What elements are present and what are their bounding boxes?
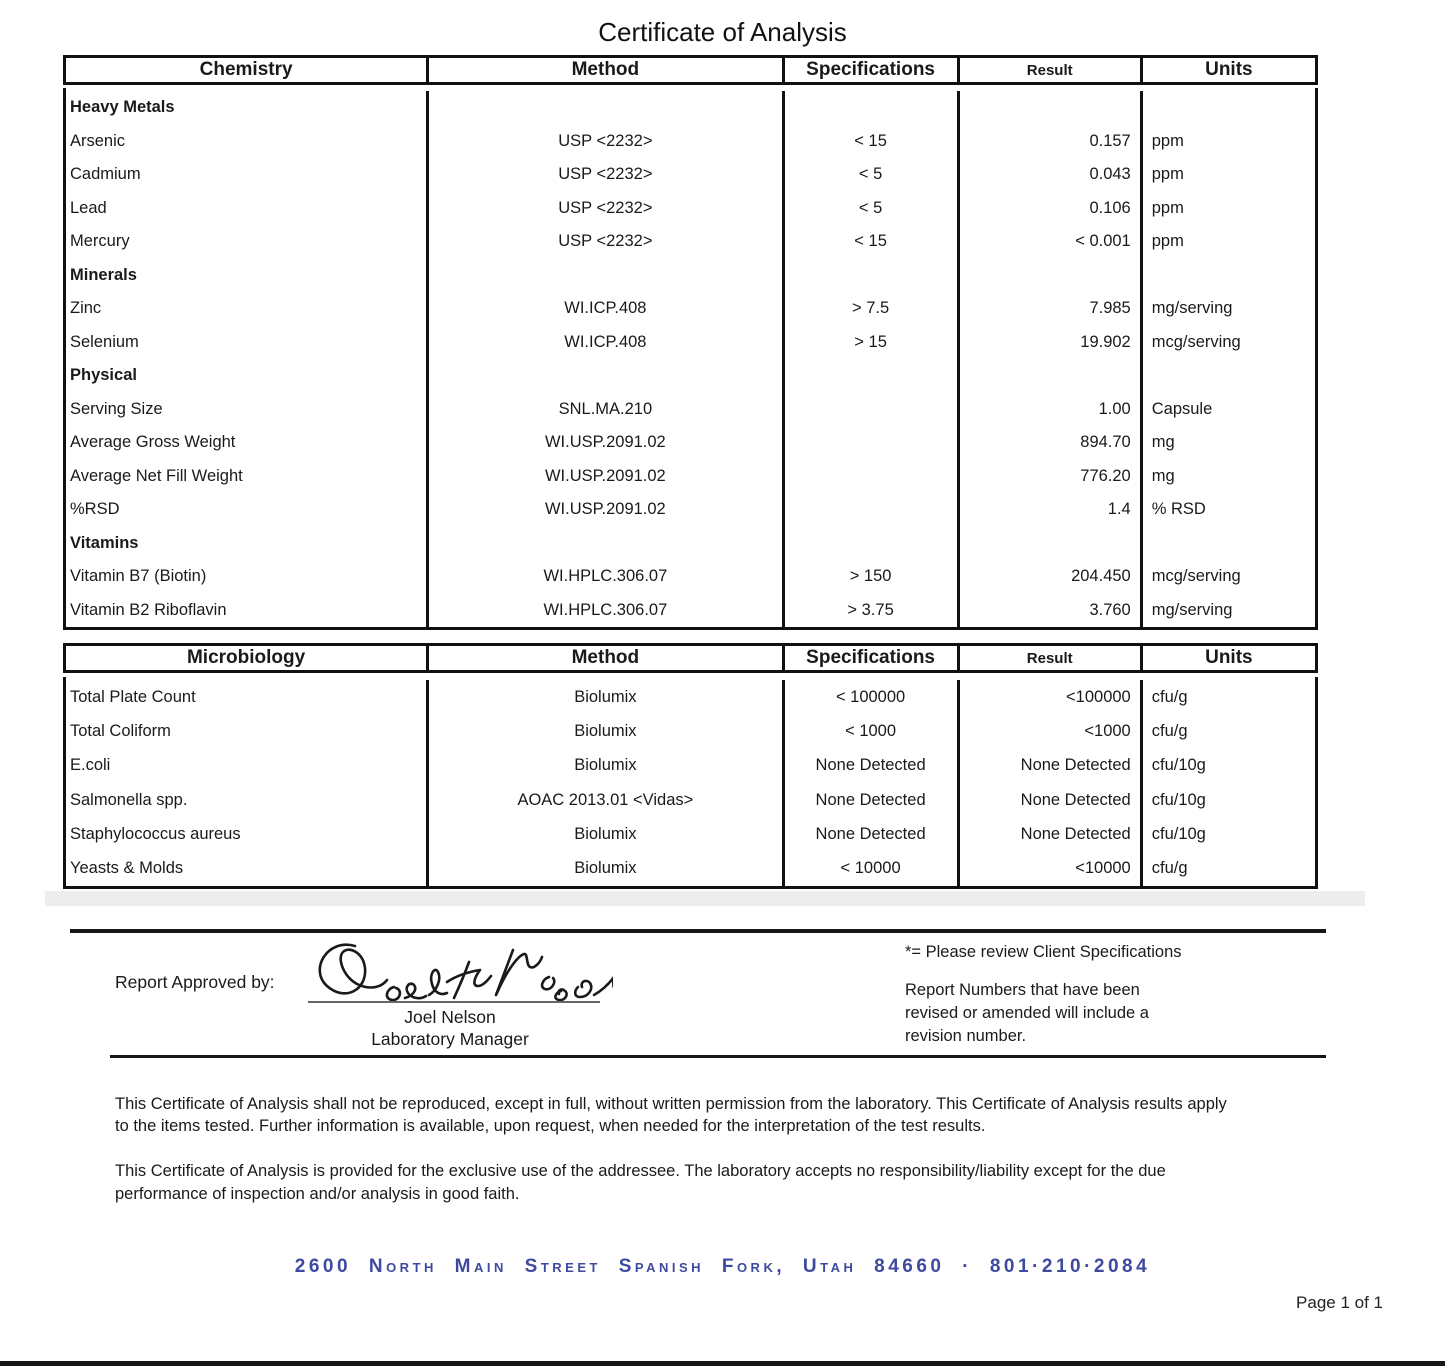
- horizontal-rule-bottom: [110, 1055, 1326, 1058]
- method-cell: [426, 359, 781, 393]
- analyte-cell: Vitamin B2 Riboflavin: [70, 600, 227, 619]
- disclaimer-text: [115, 1070, 1315, 1228]
- spec-cell: [782, 359, 957, 393]
- result-cell: [957, 91, 1140, 125]
- analyte-cell: Average Gross Weight: [70, 433, 236, 452]
- microbiology-table-body: [63, 677, 1318, 889]
- result-cell: None Detected: [957, 783, 1140, 817]
- table-row: [66, 393, 1315, 427]
- signature-underline: [308, 1001, 600, 1003]
- units-cell: cfu/10g: [1140, 749, 1315, 783]
- report-approved-label: Report Approved by:: [115, 972, 275, 992]
- approver-name: Joel Nelson: [404, 1007, 496, 1027]
- units-cell: ppm: [1140, 225, 1315, 259]
- units-header-cell: Units: [1140, 58, 1315, 82]
- section-row: [66, 259, 1315, 293]
- method-cell: WI.USP.2091.02: [426, 493, 781, 527]
- table-row: [66, 714, 1315, 748]
- table-row: [66, 817, 1315, 851]
- units-cell: ppm: [1140, 192, 1315, 226]
- table-row: [66, 493, 1315, 527]
- method-cell: USP <2232>: [426, 192, 781, 226]
- method-cell: WI.HPLC.306.07: [426, 594, 781, 628]
- chemistry-table-header: [63, 55, 1318, 85]
- page-title: Certificate of Analysis: [598, 17, 847, 47]
- result-cell: 894.70: [957, 426, 1140, 460]
- spec-cell: < 5: [782, 158, 957, 192]
- units-cell: mg/serving: [1140, 292, 1315, 326]
- units-cell: cfu/g: [1140, 852, 1315, 886]
- section-row: [66, 91, 1315, 125]
- analyte-cell: E.coli: [70, 756, 111, 775]
- analyte-cell: Serving Size: [70, 399, 163, 418]
- result-cell: [957, 527, 1140, 561]
- table-row: [66, 783, 1315, 817]
- scan-artifact-band: [45, 891, 1365, 906]
- spec-cell: [782, 91, 957, 125]
- units-cell: cfu/10g: [1140, 817, 1315, 851]
- result-cell: 776.20: [957, 460, 1140, 494]
- spec-cell: [782, 426, 957, 460]
- result-cell: <1000: [957, 714, 1140, 748]
- units-cell: mcg/serving: [1140, 560, 1315, 594]
- spec-cell: > 150: [782, 560, 957, 594]
- spec-cell: > 3.75: [782, 594, 957, 628]
- method-cell: SNL.MA.210: [426, 393, 781, 427]
- result-cell: 7.985: [957, 292, 1140, 326]
- disclaimer-paragraph-2: This Certificate of Analysis is provided for the exclusive use of the addressee. The laboratory accepts no responsibility/liability except for the due performance of inspection and/or analysis in good faith.: [115, 1162, 1166, 1203]
- units-cell: ppm: [1140, 158, 1315, 192]
- spec-cell: < 100000: [782, 680, 957, 714]
- client-spec-note: *= Please review Client Specifications: [905, 943, 1182, 961]
- result-header-cell: Result: [957, 646, 1140, 670]
- analyte-cell: Heavy Metals: [70, 98, 175, 117]
- analyte-cell: Average Net Fill Weight: [70, 466, 243, 485]
- table-row: [66, 225, 1315, 259]
- analyte-cell: Mercury: [70, 232, 130, 251]
- analyte-cell: Vitamin B7 (Biotin): [70, 567, 207, 586]
- spec-cell: < 15: [782, 225, 957, 259]
- method-cell: USP <2232>: [426, 225, 781, 259]
- units-cell: [1140, 527, 1315, 561]
- disclaimer-paragraph-1: This Certificate of Analysis shall not be reproduced, except in full, without written permission from the laboratory. This Certificate of Analysis results apply to the items tested. Further information is available, upon request, when needed for the interpretation of the test results.: [115, 1094, 1227, 1135]
- spec-cell: [782, 527, 957, 561]
- result-cell: [957, 359, 1140, 393]
- units-cell: mg/serving: [1140, 594, 1315, 628]
- spec-cell: < 15: [782, 125, 957, 159]
- result-cell: 1.4: [957, 493, 1140, 527]
- spec-cell: [782, 393, 957, 427]
- analyte-cell: Lead: [70, 198, 107, 217]
- method-cell: WI.ICP.408: [426, 326, 781, 360]
- lab-address: 2600 North Main Street Spanish Fork, Utah 84660 · 801·210·2084: [294, 1256, 1151, 1277]
- method-cell: [426, 259, 781, 293]
- microbiology-header-cell: Microbiology: [186, 647, 306, 668]
- units-cell: mg: [1140, 460, 1315, 494]
- specifications-header-cell: Specifications: [782, 646, 957, 670]
- chemistry-header-cell: Chemistry: [199, 59, 293, 80]
- result-cell: 1.00: [957, 393, 1140, 427]
- method-cell: WI.USP.2091.02: [426, 426, 781, 460]
- method-cell: [426, 527, 781, 561]
- units-cell: cfu/g: [1140, 714, 1315, 748]
- specifications-header-cell: Specifications: [782, 58, 957, 82]
- method-cell: USP <2232>: [426, 125, 781, 159]
- page-number: Page 1 of 1: [1296, 1293, 1383, 1312]
- method-cell: Biolumix: [426, 680, 781, 714]
- method-cell: WI.ICP.408: [426, 292, 781, 326]
- analyte-cell: Total Plate Count: [70, 687, 196, 706]
- spec-cell: < 5: [782, 192, 957, 226]
- result-cell: <10000: [957, 852, 1140, 886]
- table-row: [66, 852, 1315, 886]
- analyte-cell: Selenium: [70, 332, 139, 351]
- units-cell: ppm: [1140, 125, 1315, 159]
- table-row: [66, 192, 1315, 226]
- method-cell: WI.HPLC.306.07: [426, 560, 781, 594]
- section-row: [66, 359, 1315, 393]
- spec-cell: None Detected: [782, 783, 957, 817]
- table-row: [66, 594, 1315, 628]
- result-cell: None Detected: [957, 749, 1140, 783]
- analyte-cell: Minerals: [70, 265, 137, 284]
- result-cell: 0.106: [957, 192, 1140, 226]
- spec-cell: > 15: [782, 326, 957, 360]
- spec-cell: [782, 460, 957, 494]
- analyte-cell: Cadmium: [70, 165, 141, 184]
- spec-cell: < 1000: [782, 714, 957, 748]
- revision-note: Report Numbers that have been revised or amended will include a revision number.: [905, 981, 1149, 1045]
- analyte-cell: Zinc: [70, 299, 102, 318]
- analyte-cell: Total Coliform: [70, 721, 171, 740]
- table-row: [66, 426, 1315, 460]
- analyte-cell: Yeasts & Molds: [70, 859, 184, 878]
- units-cell: cfu/10g: [1140, 783, 1315, 817]
- method-cell: USP <2232>: [426, 158, 781, 192]
- units-cell: % RSD: [1140, 493, 1315, 527]
- result-cell: < 0.001: [957, 225, 1140, 259]
- result-cell: 204.450: [957, 560, 1140, 594]
- analyte-cell: Staphylococcus aureus: [70, 824, 241, 843]
- result-cell: 0.043: [957, 158, 1140, 192]
- method-cell: AOAC 2013.01 <Vidas>: [426, 783, 781, 817]
- result-cell: 3.760: [957, 594, 1140, 628]
- units-cell: [1140, 91, 1315, 125]
- analyte-cell: %RSD: [70, 500, 120, 519]
- spec-cell: [782, 493, 957, 527]
- analyte-cell: Physical: [70, 366, 137, 385]
- approver-title: Laboratory Manager: [371, 1029, 529, 1049]
- method-cell: Biolumix: [426, 714, 781, 748]
- analyte-cell: Arsenic: [70, 131, 126, 150]
- units-cell: cfu/g: [1140, 680, 1315, 714]
- units-cell: mg: [1140, 426, 1315, 460]
- analyte-cell: Salmonella spp.: [70, 790, 188, 809]
- horizontal-rule-top: [70, 929, 1326, 933]
- analyte-cell: Vitamins: [70, 533, 139, 552]
- table-row: [66, 560, 1315, 594]
- spec-cell: < 10000: [782, 852, 957, 886]
- method-cell: Biolumix: [426, 852, 781, 886]
- table-row: [66, 158, 1315, 192]
- method-header-cell: Method: [426, 58, 781, 82]
- table-row: [66, 292, 1315, 326]
- method-cell: [426, 91, 781, 125]
- units-cell: Capsule: [1140, 393, 1315, 427]
- method-cell: WI.USP.2091.02: [426, 460, 781, 494]
- units-header-cell: Units: [1140, 646, 1315, 670]
- table-row: [66, 749, 1315, 783]
- spec-cell: None Detected: [782, 817, 957, 851]
- microbiology-table-header: [63, 643, 1318, 673]
- spec-cell: > 7.5: [782, 292, 957, 326]
- method-header-cell: Method: [426, 646, 781, 670]
- spec-cell: [782, 259, 957, 293]
- units-cell: [1140, 359, 1315, 393]
- method-cell: Biolumix: [426, 749, 781, 783]
- method-cell: Biolumix: [426, 817, 781, 851]
- result-cell: None Detected: [957, 817, 1140, 851]
- result-cell: 0.157: [957, 125, 1140, 159]
- units-cell: [1140, 259, 1315, 293]
- table-row: [66, 125, 1315, 159]
- result-cell: [957, 259, 1140, 293]
- units-cell: mcg/serving: [1140, 326, 1315, 360]
- scan-artifact-bottom-bar: [0, 1361, 1445, 1366]
- section-row: [66, 527, 1315, 561]
- result-header-cell: Result: [957, 58, 1140, 82]
- result-cell: 19.902: [957, 326, 1140, 360]
- table-row: [66, 326, 1315, 360]
- table-row: [66, 460, 1315, 494]
- result-cell: <100000: [957, 680, 1140, 714]
- chemistry-table-body: [63, 88, 1318, 630]
- table-row: [66, 680, 1315, 714]
- spec-cell: None Detected: [782, 749, 957, 783]
